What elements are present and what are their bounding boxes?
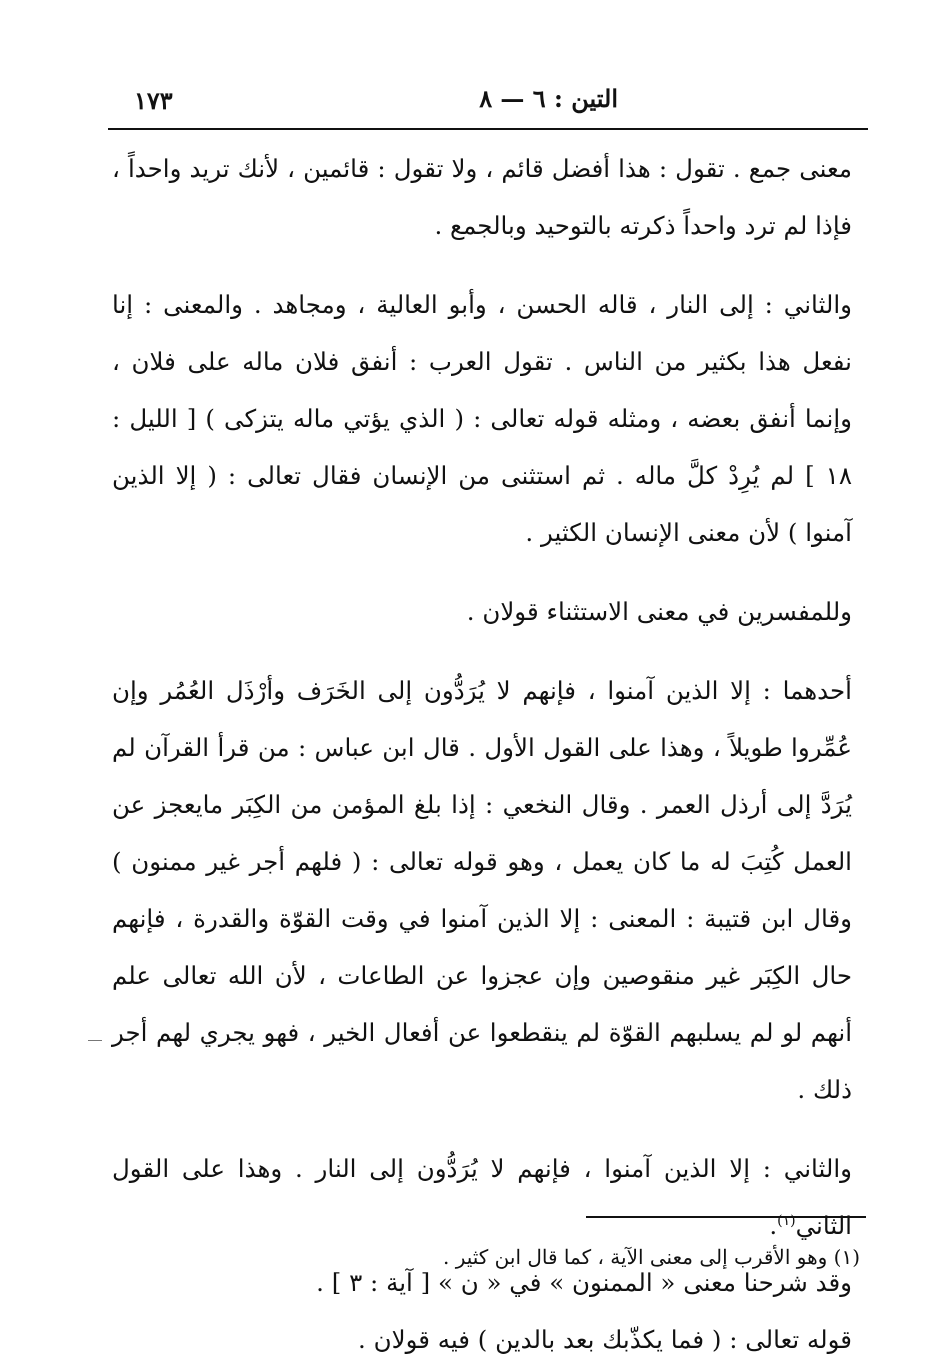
header-rule [108,128,868,130]
page-number: ١٧٣ [134,86,173,115]
footnote-reference: (١) [777,1212,796,1229]
paragraph-7: قوله تعالى : ( فما يكذّبك بعد بالدين ) فيه قولان . [358,1325,852,1354]
main-text [112,140,852,1368]
margin-mark [88,1040,102,1041]
footnote-rule [586,1216,866,1218]
footnote: (١) وهو الأقرب إلى معنى الآية ، كما قال ابن كثير . [442,1245,860,1269]
paragraph-2: والثاني : إلى النار ، قاله الحسن ، وأبو العالية ، ومجاهد . والمعنى : إنا نفعل هذا بكثير من الناس . تقول العرب : أنفق فلان ماله على فلان ، وإنما أنفق بعضه ، ومثله قوله تعالى : ( الذي يؤتي ماله يتزكى ) [ الليل : ١٨ ] لم يُرِدْ كلَّ ماله . ثم استثنى من الإنسان فقال تعالى : ( إلا الذين آمنوا ) لأن معنى الإنسان الكثير . [112,290,852,547]
paragraph-5 [112,1140,852,1254]
paragraph-6: وقد شرحنا معنى « الممنون » في « ن » [ آية : ٣ ] . [316,1268,852,1297]
paragraph-1: معنى جمع . تقول : هذا أفضل قائم ، ولا تقول : قائمين ، لأنك تريد واحداً ، فإذا لم ترد واحداً ذكرته بالتوحيد وبالجمع . [112,154,852,240]
paragraph-5-text: والثاني : إلا الذين آمنوا ، فإنهم لا يُرَدُّون إلى النار . وهذا على القول الثاني [112,1154,852,1240]
paragraph-4: أحدهما : إلا الذين آمنوا ، فإنهم لا يُرَدُّون إلى الخَرَف وأرْذَل العُمُر وإن عُمِّروا طويلاً ، وهذا على القول الأول . قال ابن عباس : من قرأ القرآن لم يُرَدَّ إلى أرذل العمر . وقال النخعي : إذا بلغ المؤمن من الكِبَر مايعجز عن العمل كُتِبَ له ما كان يعمل ، وهو قوله تعالى : ( فلهم أجر غير ممنون ) وقال ابن قتيبة : المعنى : إلا الذين آمنوا في وقت القوّة والقدرة ، فإنهم حال الكِبَر غير منقوصين وإن عجزوا عن الطاعات ، لأن الله تعالى علم أنهم لو لم يسلبهم القوّة لم ينقطعوا عن أفعال الخير ، فهو يجري لهم أجر ذلك . [112,676,852,1104]
running-title: التين : ٦ — ٨ [479,84,618,113]
page-header [108,84,868,124]
paragraph-5-end: . [769,1211,778,1240]
paragraph-3: وللمفسرين في معنى الاستثناء قولان . [466,597,852,626]
